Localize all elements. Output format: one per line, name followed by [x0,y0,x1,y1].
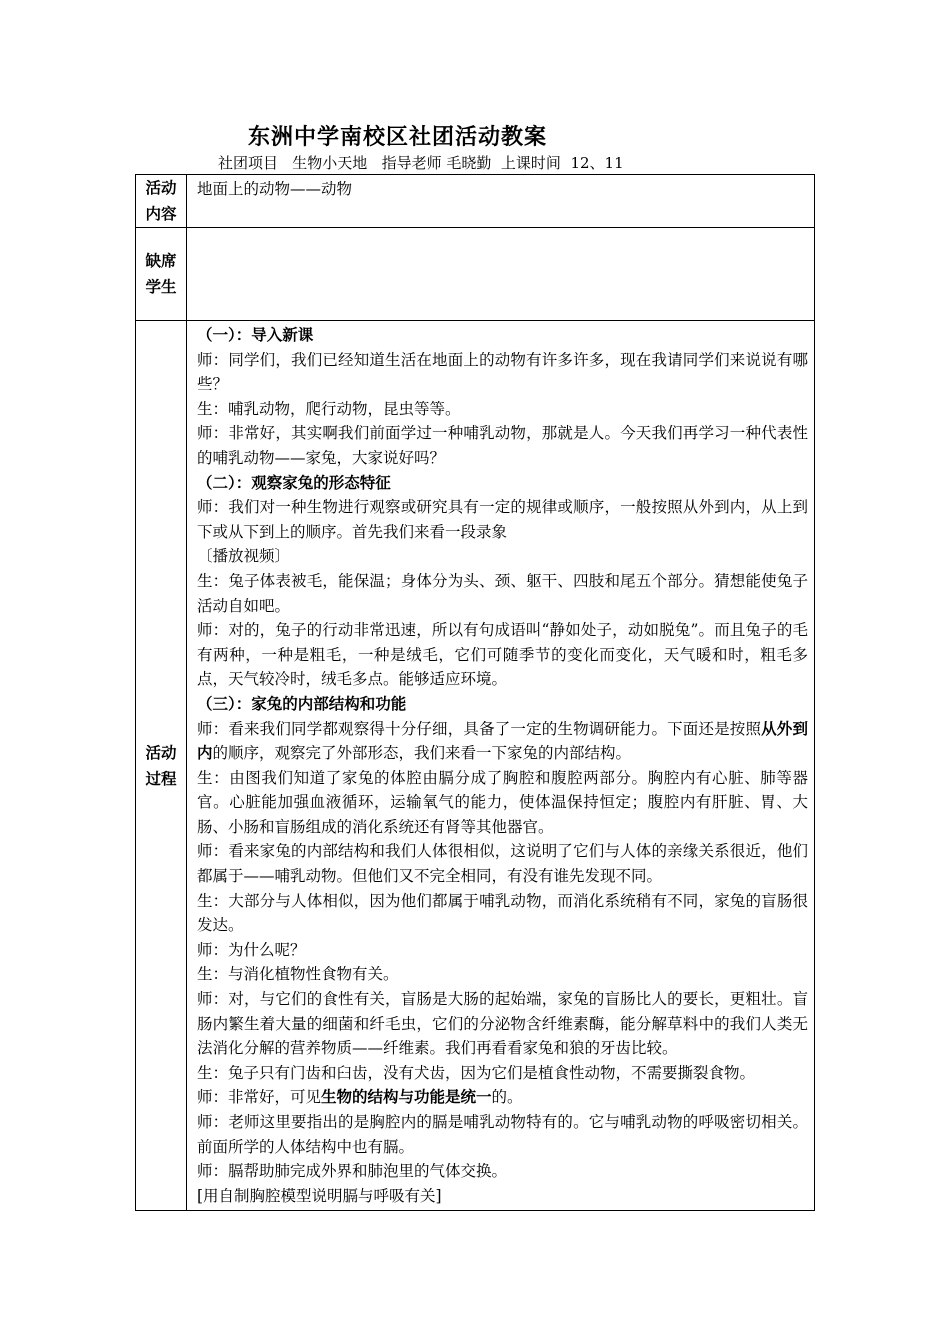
content-row [136,175,815,228]
paragraph-text: 师：非常好，可见 [197,1088,322,1107]
dialogue-paragraph: 生：兔子只有门齿和臼齿，没有犬齿，因为它们是植食性动物，不需要撕裂食物。 [197,1063,756,1082]
dialogue-paragraph: 生：大部分与人体相似，因为他们都属于哺乳动物，而消化系统稍有不同，家兔的盲肠很发达。 [197,891,808,935]
emphasis-text: 从外到内 [197,719,808,763]
dialogue-paragraph: 师：老师这里要指出的是胸腔内的膈是哺乳动物特有的。它与哺乳动物的呼吸密切相关。前面所学的人体结构中也有膈。 [197,1113,808,1156]
absent-value-cell [187,228,815,321]
dialogue-paragraph [197,1085,808,1110]
content-label-cell [136,175,187,228]
content-value-cell [187,175,815,228]
paragraph-text: 的顺序，观察完了外部形态，我们来看一下家兔的内部结构。 [212,744,632,763]
dialogue-paragraph: 师：我们对一种生物进行观察或研究具有一定的规律或顺序，一般按照从外到内，从上到下或从下到上的顺序。首先我们来看一段录象 [197,498,808,541]
process-label-cell [136,321,187,1211]
dialogue-paragraph: 师：对的，兔子的行动非常迅速，所以有句成语叫“静如处子，动如脱兔”。而且兔子的毛有两种，一种是粗毛，一种是绒毛，它们可随季节的变化而变化，天气暖和时，粗毛多点，天气较冷时，绒毛多点。能够适应环境。 [197,621,808,689]
process-row [136,321,815,1211]
section-heading: （二）：观察家兔的形态特征 [197,473,391,492]
content-value: 地面上的动物——动物 [197,180,353,198]
process-label: 活动过程 [145,743,177,788]
dialogue-paragraph: 师：对，与它们的食性有关，盲肠是大肠的起始端，家兔的盲肠比人的要长，更粗壮。盲肠内繁生着大量的细菌和纤毛虫，它们的分泌物含纤维素酶，能分解草料中的我们人类无法消化分解的营养物质——纤维素。我们再看看家兔和狼的牙齿比较。 [197,990,808,1058]
content-label: 活动内容 [145,179,177,223]
dialogue-paragraph: 师：同学们，我们已经知道生活在地面上的动物有许多许多，现在我请同学们来说说有哪些？ [197,350,808,394]
section-heading: （一）：导入新课 [197,326,314,344]
dialogue-paragraph: 师：膈帮助肺完成外界和肺泡里的气体交换。 [197,1162,508,1181]
emphasis-text: 生物的结构与功能是统一 [321,1088,492,1107]
absent-label-cell [136,228,187,321]
dialogue-paragraph: 师：看来家兔的内部结构和我们人体很相似，这说明了它们与人体的亲缘关系很近，他们都属于——哺乳动物。但他们又不完全相同，有没有谁先发现不同。 [197,842,808,886]
dialogue-paragraph: 生：由图我们知道了家兔的体腔由膈分成了胸腔和腹腔两部分。胸腔内有心脏、肺等器官。心脏能加强血液循环，运输氧气的能力，使体温保持恒定；腹腔内有肝脏、胃、大肠、小肠和盲肠组成的消化系统还有肾等其他器官。 [197,768,808,836]
absent-label: 缺席学生 [145,252,177,296]
section-heading: （三）：家兔的内部结构和功能 [197,694,407,713]
absent-row [136,228,815,321]
dialogue-paragraph: 〔播放视频〕 [197,547,291,566]
lesson-plan-table [135,174,815,1211]
dialogue-paragraph: [用自制胸腔模型说明膈与呼吸有关] [197,1186,442,1205]
dialogue-paragraph: 生：兔子体表被毛，能保温；身体分为头、颈、躯干、四肢和尾五个部分。猜想能使兔子活动自如吧。 [197,571,808,615]
process-value-cell [187,321,815,1211]
dialogue-paragraph: 生：哺乳动物，爬行动物，昆虫等等。 [197,399,461,418]
dialogue-paragraph: 师：非常好，其实啊我们前面学过一种哺乳动物，那就是人。今天我们再学习一种代表性的哺乳动物——家兔，大家说好吗？ [197,424,808,467]
process-body [197,323,808,1208]
paragraph-text: 的。 [491,1088,523,1107]
dialogue-paragraph [197,717,808,766]
dialogue-paragraph: 生：与消化植物性食物有关。 [197,965,399,984]
paragraph-text: 师：看来我们同学都观察得十分仔细，具备了一定的生物调研能力。下面还是按照 [197,719,762,738]
page-title: 东洲中学南校区社团活动教案 [248,125,548,150]
page-subtitle: 社团项目 生物小天地 指导老师 毛晓勤 上课时间 12、11 [218,152,624,175]
dialogue-paragraph: 师：为什么呢？ [197,940,306,959]
